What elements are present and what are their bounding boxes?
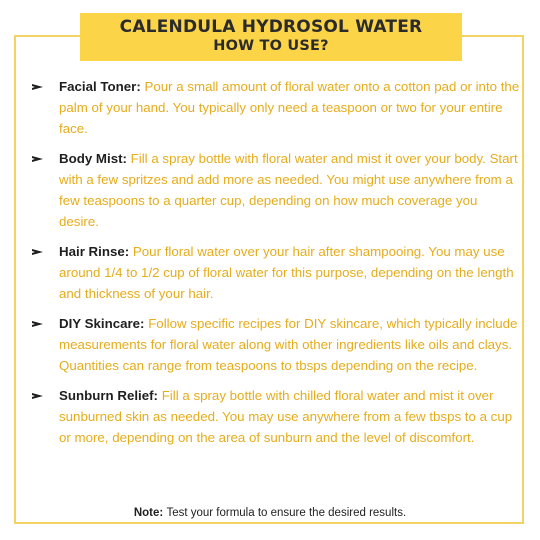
- arrow-bullet-icon: [32, 321, 43, 327]
- item-label: Facial Toner:: [59, 79, 145, 94]
- page-title: CALENDULA HYDROSOL WATER: [119, 17, 423, 37]
- arrow-bullet-icon: [32, 393, 43, 399]
- item-text: Fill a spray bottle with floral water and mist it over your body. Start with a few spritzes and add more as needed. You might use anywhere from a few teaspoons to a quarter cup, depending on how much coverage you desire.: [59, 151, 518, 229]
- arrow-bullet-icon: [32, 84, 43, 90]
- item-text: Pour a small amount of floral water onto a cotton pad or into the palm of your hand. You typically only need a teaspoon or two for your entire face.: [59, 79, 520, 136]
- arrow-bullet-icon: [32, 156, 43, 162]
- page-subtitle: HOW TO USE?: [213, 38, 329, 54]
- header-banner: [80, 13, 462, 61]
- list-item-hair-rinse: [30, 241, 520, 304]
- list-item-body-mist: [30, 148, 520, 232]
- item-label: Body Mist:: [59, 151, 131, 166]
- list-item-facial-toner: [30, 76, 520, 139]
- item-label: DIY Skincare:: [59, 316, 149, 331]
- item-label: Hair Rinse:: [59, 244, 133, 259]
- item-label: Sunburn Relief:: [59, 388, 162, 403]
- footer-note: [0, 505, 540, 521]
- note-text: Test your formula to ensure the desired results.: [166, 507, 407, 519]
- list-item-diy-skincare: [30, 313, 520, 376]
- arrow-bullet-icon: [32, 249, 43, 255]
- note-label: Note:: [133, 507, 167, 519]
- item-text: Fill a spray bottle with chilled floral water and mist it over sunburned skin as needed. You may use anywhere from a few tbsps to a cup or more, depending on the area of sunburn and the level of discomfort.: [59, 388, 513, 445]
- item-text: Follow specific recipes for DIY skincare, which typically include measurements for floral water along with other ingredients like oils and clays. Quantities can range from teaspoons to tbsps depending on the recipe.: [59, 316, 518, 373]
- list-item-sunburn-relief: [30, 385, 520, 448]
- item-text: Pour floral water over your hair after shampooing. You may use around 1/4 to 1/2 cup of floral water for this purpose, depending on the length and thickness of your hair.: [59, 244, 514, 301]
- usage-list: [30, 76, 520, 457]
